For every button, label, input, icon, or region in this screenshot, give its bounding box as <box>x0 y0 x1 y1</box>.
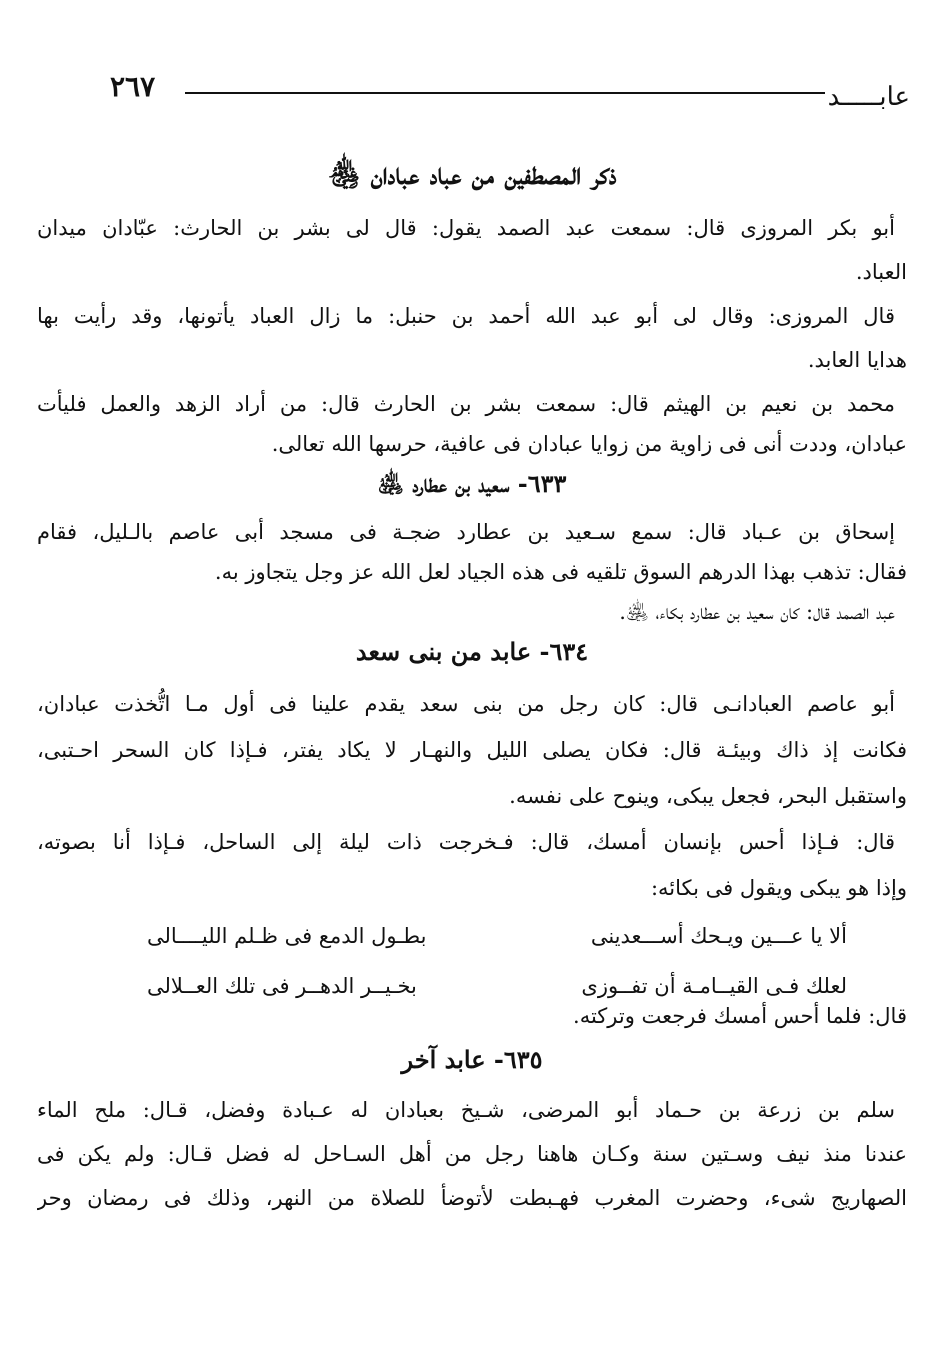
main-heading: ذكر المصطفين من عباد عبادان ﵃ <box>327 157 617 192</box>
text-line: الصهاريج شىء، وحضرت المغرب فهـبطت لأتوضأ للصلاة من النهر، وذلك فى رمضان وحر <box>37 1186 907 1210</box>
text-line: عبد الصمد قال: كان سعيد بن عطارد بكاء، ﵁. <box>619 600 895 624</box>
text-line: أبو عاصم العبادانـى قال: كان رجل من بنى سعد يقدم علينا فى أول مـا اتُّخذت عبادان، <box>37 692 895 716</box>
verse-first-hemistich: ألا يا عـــين ويـحك أســـعدينى <box>590 924 847 948</box>
section-634 <box>37 684 907 1036</box>
text-line: محمد بن نعيم بن الهيثم قال: سمعت بشر بن الحارث قال: من أراد الزهد والعمل فليأت <box>37 392 895 416</box>
section-633 <box>37 512 907 632</box>
text-line: هدايا العابد. <box>807 348 907 372</box>
verse-first-hemistich: لعلك فـى القيــامـة أن تفــوزى <box>581 974 847 998</box>
verse-second-hemistich: بطـول الدمع فى ظـلم الليــــالى <box>147 924 427 948</box>
section-heading: ٦٣٣- سعيد بن عطارد ﵁ <box>377 469 567 498</box>
text-line: قال المروزى: وقال لى أبو عبد الله أحمد بن حنبل: ما زال العباد يأتونها، وقد رأيت بها <box>37 304 895 328</box>
text-line: قال: فلما أحس أمسك فرجعت وتركته. <box>573 1004 907 1028</box>
section-heading: ٦٣٥- عابد آخر <box>401 1045 543 1074</box>
text-line: إسحاق بن عـباد قال: سمع سـعيد بن عطارد ضجـة فى مسجد أبى عاصم بالـليل، فقام <box>37 520 895 544</box>
intro-paragraphs <box>37 208 907 464</box>
text-line: قال: فـإذا أحس بإنسان أمسك، قال: فـخرجت ذات ليلة إلى الساحل، فـإذا أنا بصوته، <box>37 830 895 854</box>
text-line: عبادان، وددت أنى فى زاوية من زوايا عبادان فى عافية، حرسها الله تعالى. <box>271 432 907 456</box>
running-head: عابـــــد <box>827 82 910 112</box>
page-header <box>0 70 945 120</box>
page-body <box>37 150 907 1218</box>
section-heading: ٦٣٤- عابد من بنى سعد <box>355 637 589 666</box>
text-line: عندنا منذ نيف وسـتين سنة وكـان هاهنا رجل من أهل السـاحل له فضل قـال: ولم يكن فى <box>37 1142 907 1166</box>
verse-couplet <box>37 914 907 958</box>
header-rule <box>185 92 825 94</box>
section-635 <box>37 1090 907 1218</box>
text-line: واستقبل البحر، فجعل يبكى، وينوح على نفسه. <box>509 784 907 808</box>
page-number: ٢٦٧ <box>110 70 156 103</box>
text-line: أبو بكر المروزى قال: سمعت عبد الصمد يقول: قال لى بشر بن الحارث: عبّادان ميدان <box>37 216 895 240</box>
text-line: وإذا هو يبكى ويقول فى بكائه: <box>650 876 907 900</box>
text-line: سلم بن زرعة بن حـماد أبو المرضى، شـيخ بعبادان له عـبادة وفضل، قـال: ملح الماء <box>37 1098 895 1122</box>
text-line: فقال: تذهب بهذا الدرهم السوق تلقيه فى هذه الجياد لعل الله عز وجل يتجاوز به. <box>214 560 907 584</box>
text-line: فكانت إذ ذاك وبيئـة قال: فكان يصلى الليل والنهـار لا يكاد يفتر، فـإذا كان السحر احـتبى، <box>37 738 907 762</box>
text-line: العباد. <box>855 260 907 284</box>
verse-second-hemistich: بخـيــر الدهــر فى تلك العــلالى <box>147 974 417 998</box>
